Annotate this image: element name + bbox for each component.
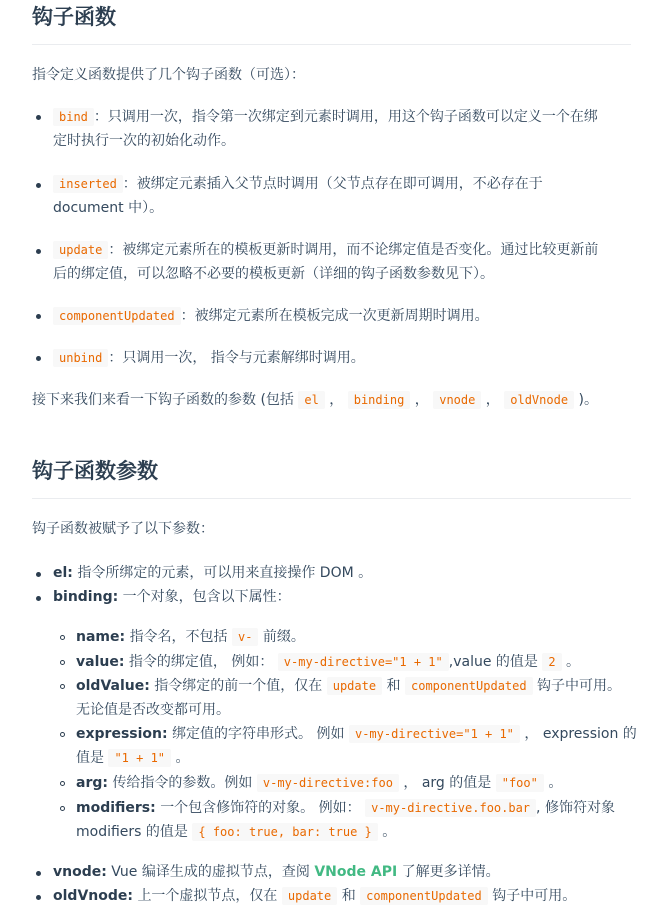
hook-item-componentUpdated	[53, 304, 489, 328]
binding-prop-oldValue	[76, 674, 621, 722]
sep: ，	[485, 392, 500, 408]
bullet-dot	[36, 249, 41, 254]
hook-item-bind	[53, 105, 598, 153]
param-binding-desc: 一个对象，包含以下属性：	[122, 589, 291, 605]
hooks-intro: 指令定义函数提供了几个钩子函数（可选）：	[32, 67, 305, 83]
sep: ，	[329, 392, 344, 408]
circle-bullet	[60, 781, 65, 786]
code-directive-value: v-my-directive="1 + 1"	[278, 653, 449, 671]
hook-item-update	[53, 238, 598, 286]
bullet-dot	[36, 183, 41, 188]
code-el: el	[298, 391, 324, 409]
binding-prop-name	[76, 625, 305, 649]
params-prefix: 接下来我们来看一下钩子函数的参数 (包括	[32, 392, 294, 408]
code-directive-modifiers: v-my-directive.foo.bar	[365, 799, 536, 817]
prop-oldValue-line2: 无论值是否改变都可用。	[76, 702, 230, 718]
bullet-dot	[36, 356, 41, 361]
term-expression: expression:	[76, 726, 168, 742]
term-oldVnode: oldVnode:	[53, 888, 133, 904]
code-bind: bind	[53, 108, 94, 126]
code-modifiers-object: { foo: true, bar: true }	[192, 823, 377, 841]
params-sentence	[32, 389, 598, 411]
circle-bullet	[60, 684, 65, 689]
param-oldVnode-text: 上一个虚拟节点，仅在	[137, 888, 278, 904]
code-v-prefix: v-	[232, 628, 258, 646]
param-oldVnode-and: 和	[341, 888, 356, 904]
hook-item-inserted	[53, 172, 543, 220]
section-divider	[32, 498, 631, 499]
term-el: el:	[53, 565, 73, 581]
prop-oldValue-and: 和	[386, 678, 401, 694]
param-oldVnode-end: 钩子中可用。	[492, 888, 577, 904]
code-expression-string: "1 + 1"	[108, 749, 171, 767]
param-el-desc: 指令所绑定的元素，可以用来直接操作 DOM 。	[77, 565, 373, 581]
term-arg: arg:	[76, 775, 108, 791]
hook-componentUpdated-desc: ：被绑定元素所在模板完成一次更新周期时调用。	[180, 308, 489, 324]
code-value-2: 2	[542, 653, 561, 671]
code-binding: binding	[348, 391, 411, 409]
code-directive-arg: v-my-directive:foo	[257, 774, 399, 792]
bullet-dot	[36, 596, 41, 601]
hook-item-unbind	[53, 346, 365, 370]
binding-prop-value	[76, 650, 580, 674]
vnode-api-link[interactable]: VNode API	[314, 864, 398, 880]
prop-modifiers-text: 一个包含修饰符的对象。 例如：	[160, 800, 361, 816]
param-el	[53, 561, 372, 585]
code-componentUpdated: componentUpdated	[360, 887, 488, 905]
circle-bullet	[60, 660, 65, 665]
bullet-dot	[36, 572, 41, 577]
prop-expression-text: 绑定值的字符串形式。 例如	[172, 726, 345, 742]
circle-bullet	[60, 732, 65, 737]
code-inserted: inserted	[53, 175, 123, 193]
hook-bind-desc-line2: 定时执行一次的初始化动作。	[53, 133, 235, 149]
prop-expression-line2: 值是	[76, 750, 104, 766]
section-title-hook-params: 钩子函数参数	[32, 459, 158, 483]
code-foo: "foo"	[496, 774, 544, 792]
code-update: update	[282, 887, 337, 905]
prop-arg-end: 。	[548, 775, 563, 791]
prop-oldValue-text: 指令绑定的前一个值，仅在	[154, 678, 323, 694]
term-modifiers: modifiers:	[76, 800, 156, 816]
code-vnode: vnode	[433, 391, 481, 409]
code-update: update	[53, 241, 108, 259]
code-directive-expression: v-my-directive="1 + 1"	[349, 725, 520, 743]
prop-arg-text-mid: ， arg 的值是	[403, 775, 492, 791]
hook-unbind-desc: ：只调用一次， 指令与元素解绑时调用。	[108, 350, 365, 366]
prop-value-text: 指令的绑定值， 例如：	[128, 654, 274, 670]
prop-value-text-mid: ,value 的值是	[448, 654, 538, 670]
prop-name-text-end: 前缀。	[262, 629, 305, 645]
term-value: value:	[76, 654, 125, 670]
term-binding: binding:	[53, 589, 119, 605]
prop-name-text: 指令名，不包括	[129, 629, 228, 645]
bullet-dot	[36, 314, 41, 319]
prop-oldValue-text-end: 钩子中可用。	[537, 678, 622, 694]
binding-prop-expression	[76, 722, 637, 770]
prop-value-text-end: 。	[566, 654, 581, 670]
section-title-hooks: 钩子函数	[32, 5, 116, 29]
prop-expression-end: 。	[175, 750, 190, 766]
prop-modifiers-text-mid: , 修饰符对象	[536, 800, 615, 816]
bullet-dot	[36, 871, 41, 876]
param-binding	[53, 585, 291, 609]
section-divider	[32, 44, 631, 45]
param-oldVnode	[53, 884, 576, 908]
hook-bind-desc-line1: ：只调用一次，指令第一次绑定到元素时调用，用这个钩子函数可以定义一个在绑	[93, 109, 598, 125]
hook-update-desc-line2: 后的绑定值，可以忽略不必要的模板更新（详细的钩子函数参数见下）。	[53, 266, 494, 282]
binding-prop-modifiers	[76, 796, 615, 844]
param-vnode	[53, 860, 500, 884]
prop-expression-text-mid: ， expression 的	[524, 726, 637, 742]
term-vnode: vnode:	[53, 864, 107, 880]
code-componentUpdated: componentUpdated	[405, 677, 533, 695]
circle-bullet	[60, 806, 65, 811]
prop-modifiers-line2: modifiers 的值是	[76, 824, 188, 840]
hook-inserted-desc-line2: document 中）。	[53, 200, 164, 216]
prop-arg-text: 传给指令的参数。例如	[112, 775, 253, 791]
circle-bullet	[60, 635, 65, 640]
param-vnode-text: Vue 编译生成的虚拟节点，查阅	[111, 864, 310, 880]
bullet-dot	[36, 895, 41, 900]
binding-prop-arg	[76, 771, 562, 795]
code-update: update	[327, 677, 382, 695]
code-componentUpdated: componentUpdated	[53, 307, 181, 325]
prop-modifiers-end: 。	[382, 824, 397, 840]
params-suffix: )。	[578, 392, 598, 408]
code-unbind: unbind	[53, 349, 108, 367]
term-name: name:	[76, 629, 126, 645]
hook-inserted-desc-line1: ：被绑定元素插入父节点时调用（父节点存在即可调用，不必存在于	[122, 176, 543, 192]
hook-update-desc-line1: ：被绑定元素所在的模板更新时调用，而不论绑定值是否变化。通过比较更新前	[108, 242, 599, 258]
bullet-dot	[36, 115, 41, 120]
code-oldVnode: oldVnode	[504, 391, 574, 409]
param-vnode-end: 了解更多详情。	[401, 864, 500, 880]
sep: ，	[414, 392, 429, 408]
hook-params-intro: 钩子函数被赋予了以下参数：	[32, 521, 214, 537]
term-oldValue: oldValue:	[76, 678, 150, 694]
